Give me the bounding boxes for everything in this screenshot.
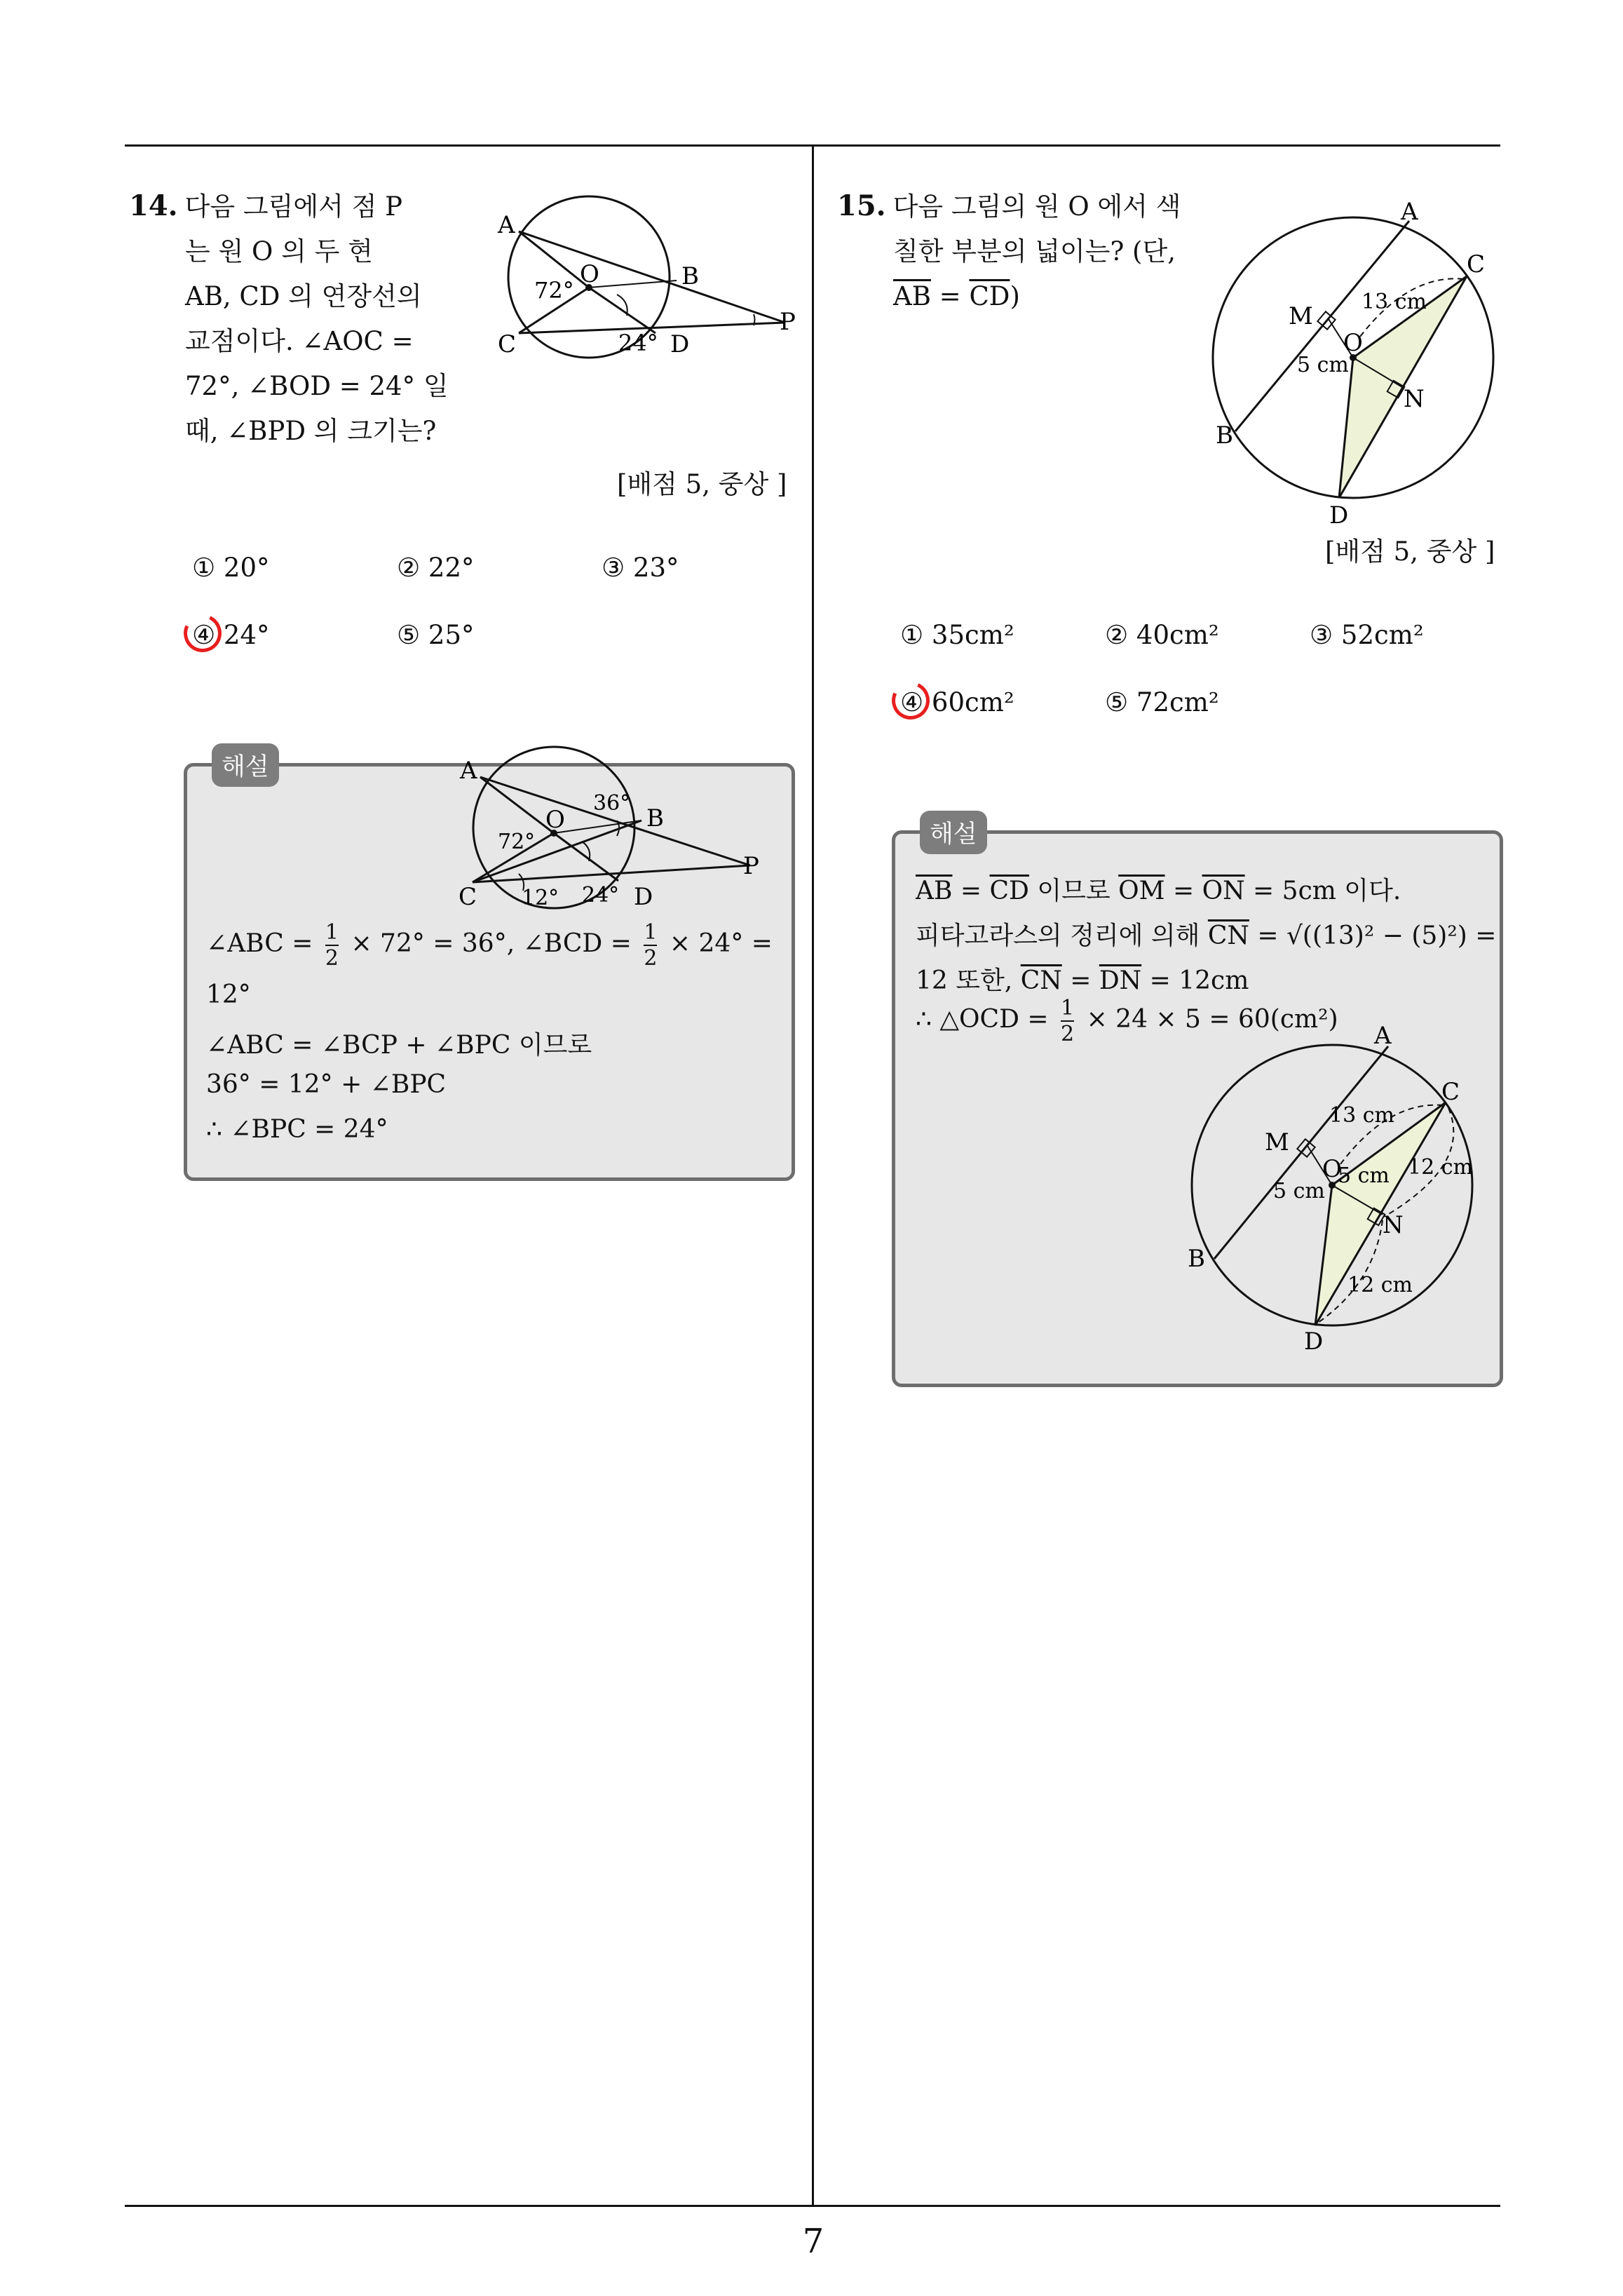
solution-line: 피타고라스의 정리에 의해 $\overline{CN} = √((13)^2 - (5)^2)$ = bbox=[916, 921, 1497, 950]
length-label: 12 cm bbox=[1408, 1155, 1473, 1180]
solution-text: ∠ABC = bbox=[206, 929, 313, 958]
solution-line: ∴ ∠BPC = 24° bbox=[206, 1115, 388, 1144]
question-text-line: $\overline{AB} = \overline{CD}$) bbox=[893, 281, 1020, 311]
page-number: 7 bbox=[802, 2222, 824, 2261]
bottom-rule bbox=[125, 2205, 1500, 2207]
solution-tag: 해설 bbox=[212, 743, 279, 787]
solution-text: × 24° = bbox=[669, 929, 773, 958]
length-label: 5 cm bbox=[1297, 353, 1349, 377]
angle-label: 72° bbox=[498, 830, 536, 854]
label-p: P bbox=[743, 852, 759, 880]
length-label: 13 cm bbox=[1329, 1103, 1394, 1128]
q14-figure bbox=[484, 189, 813, 372]
option-3[interactable]: ③ 52cm² bbox=[1310, 620, 1424, 650]
question-text-line: 다음 그림에서 점 P bbox=[184, 191, 402, 222]
question-number: 15. bbox=[837, 189, 886, 222]
question-text-line: 72°, ∠BOD = 24° 일 bbox=[185, 371, 449, 401]
label-d: D bbox=[670, 330, 690, 358]
fraction: $\frac{1}{2}$ bbox=[1061, 996, 1075, 1046]
label-b: B bbox=[1188, 1245, 1205, 1273]
solution-tag: 해설 bbox=[920, 811, 987, 854]
answer-mark bbox=[178, 609, 226, 657]
label-c: C bbox=[498, 330, 517, 358]
question-15 bbox=[837, 184, 1202, 319]
question-text-line: 교점이다. ∠AOC = bbox=[185, 326, 414, 356]
solution-line: 12 또한, $\overline{CN} = \overline{DN} = 12cm$ bbox=[916, 966, 1249, 995]
column-divider bbox=[812, 144, 814, 2206]
question-text-line: 칠한 부분의 넓이는? (단, bbox=[893, 236, 1176, 266]
question-text-line: 때, ∠BPD 의 크기는? bbox=[185, 416, 437, 446]
q15-solution-figure bbox=[1185, 1017, 1493, 1353]
solution-line: 36° = 12° + ∠BPC bbox=[206, 1070, 447, 1099]
q14-solution-figure bbox=[449, 743, 771, 912]
label-a: A bbox=[460, 757, 477, 785]
solution-line: $\overline{AB} = \overline{CD}$ 이므로 $\overline{OM} = \overline{ON} = 5cm$ 이다. bbox=[916, 877, 1401, 905]
length-label: 5 cm bbox=[1273, 1179, 1325, 1203]
label-p: P bbox=[780, 308, 796, 336]
label-m: M bbox=[1289, 302, 1313, 330]
angle-label: 72° bbox=[534, 277, 574, 304]
question-14 bbox=[129, 184, 480, 454]
label-a: A bbox=[498, 211, 515, 239]
label-n: N bbox=[1383, 1211, 1404, 1239]
option-4[interactable]: ④ 24° bbox=[192, 620, 270, 650]
angle-label: 24° bbox=[582, 883, 620, 907]
label-a: A bbox=[1401, 198, 1418, 226]
label-d: D bbox=[1329, 501, 1349, 526]
solution-line: ∴ △OCD = $\frac{1}{2}$ × 24 × 5 = 60(cm²) bbox=[916, 996, 1338, 1046]
question-number: 14. bbox=[129, 189, 178, 222]
label-o: O bbox=[1343, 329, 1363, 357]
label-c: C bbox=[459, 883, 477, 911]
option-5[interactable]: ⑤ 25° bbox=[397, 620, 475, 650]
label-a: A bbox=[1374, 1022, 1392, 1050]
question-text-line: 다음 그림의 원 O 에서 색 bbox=[892, 191, 1181, 222]
solution-text: × 72° = 36°, ∠BCD = bbox=[351, 929, 632, 958]
option-3[interactable]: ③ 23° bbox=[602, 553, 679, 583]
label-o: O bbox=[580, 260, 599, 288]
fraction: $\frac{1}{2}$ bbox=[325, 920, 339, 971]
label-o: O bbox=[545, 806, 565, 834]
option-5[interactable]: ⑤ 72cm² bbox=[1105, 687, 1219, 717]
question-text-line: 는 원 O 의 두 현 bbox=[185, 236, 373, 266]
solution-line: ∠ABC = ∠BCP + ∠BPC 이므로 bbox=[206, 1031, 592, 1060]
label-d: D bbox=[1304, 1328, 1324, 1353]
length-label: 13 cm bbox=[1361, 290, 1427, 314]
label-o: O bbox=[1322, 1155, 1342, 1183]
q15-figure bbox=[1206, 196, 1514, 526]
option-1[interactable]: ① 20° bbox=[192, 553, 270, 583]
label-b: B bbox=[646, 804, 664, 832]
option-4[interactable]: ④ 60cm² bbox=[900, 687, 1014, 717]
score-note: [배점 5, 중상 ] bbox=[1325, 536, 1495, 567]
label-b: B bbox=[681, 262, 699, 290]
length-label: 5 cm bbox=[1338, 1163, 1390, 1188]
label-c: C bbox=[1441, 1078, 1460, 1106]
label-b: B bbox=[1216, 421, 1233, 450]
angle-label: 24° bbox=[618, 330, 658, 356]
fraction: $\frac{1}{2}$ bbox=[644, 920, 658, 971]
length-label: 12 cm bbox=[1347, 1273, 1413, 1297]
angle-label: 12° bbox=[522, 886, 559, 910]
label-c: C bbox=[1467, 250, 1486, 278]
label-d: D bbox=[634, 883, 653, 911]
label-n: N bbox=[1404, 385, 1425, 413]
label-m: M bbox=[1265, 1128, 1289, 1156]
score-note: [배점 5, 중상 ] bbox=[617, 469, 787, 499]
option-1[interactable]: ① 35cm² bbox=[900, 620, 1014, 650]
angle-label: 36° bbox=[593, 791, 631, 816]
option-2[interactable]: ② 22° bbox=[397, 553, 475, 583]
solution-line: 12° bbox=[206, 980, 251, 1009]
question-text-line: AB, CD 의 연장선의 bbox=[185, 281, 422, 311]
solution-line bbox=[206, 920, 773, 971]
option-2[interactable]: ② 40cm² bbox=[1105, 620, 1219, 650]
answer-mark bbox=[886, 676, 935, 724]
